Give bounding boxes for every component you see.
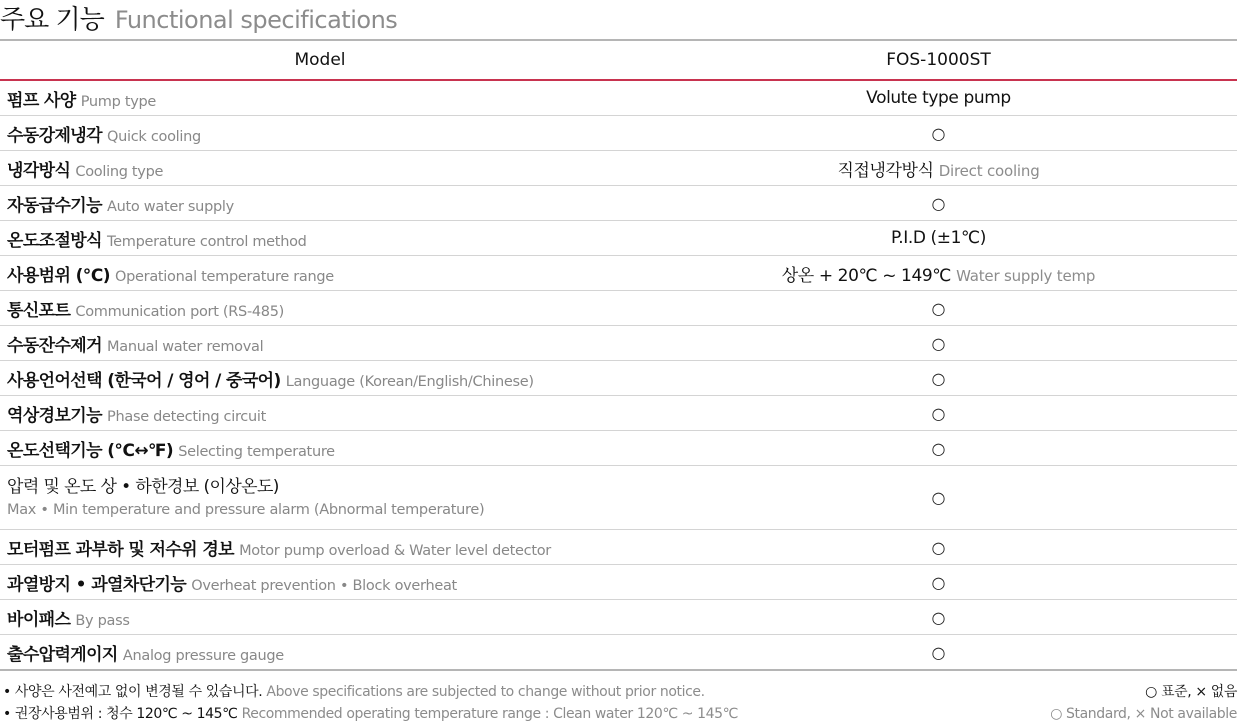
label-korean: 냉각방식 — [7, 160, 71, 181]
label-english: Cooling type — [75, 163, 164, 180]
label-english: Operational temperature range — [115, 268, 334, 285]
title-korean: 주요 기능 — [0, 5, 104, 35]
label-english: By pass — [75, 612, 130, 629]
label-korean: 모터펌프 과부하 및 저수위 경보 — [7, 539, 234, 560]
row-value — [640, 530, 1237, 565]
label-english: Auto water supply — [107, 198, 234, 215]
label-korean: 사용범위 (℃) — [7, 265, 110, 286]
table-row — [0, 530, 1237, 565]
label-korean: 출수압력게이지 — [7, 644, 118, 665]
standard-mark: ○ — [931, 298, 946, 318]
row-value — [640, 291, 1237, 326]
table-row — [0, 565, 1237, 600]
label-korean: 압력 및 온도 상 • 하한경보 (이상온도) — [7, 476, 279, 497]
label-english: Quick cooling — [107, 128, 201, 145]
row-label — [0, 186, 640, 221]
standard-mark: ○ — [931, 537, 946, 557]
label-korean: 과열방지 • 과열차단기능 — [7, 574, 187, 595]
label-korean: 역상경보기능 — [7, 405, 102, 426]
row-label — [0, 361, 640, 396]
row-value — [640, 326, 1237, 361]
label-korean: 온도선택기능 (℃↔℉) — [7, 440, 174, 461]
footnote-change-notice: • 사양은 사전예고 없이 변경될 수 있습니다. Above specifications are subjected to change without prior notice. — [3, 684, 705, 700]
table-row — [0, 326, 1237, 361]
label-korean: 자동급수기능 — [7, 195, 102, 216]
row-label — [0, 431, 640, 466]
standard-mark: ○ — [931, 193, 946, 213]
label-english: Analog pressure gauge — [122, 647, 284, 664]
standard-mark: ○ — [931, 123, 946, 143]
row-label — [0, 291, 640, 326]
row-label — [0, 565, 640, 600]
row-value — [640, 600, 1237, 635]
label-english: Overheat prevention • Block overheat — [191, 577, 457, 594]
label-korean: 수동강제냉각 — [7, 125, 102, 146]
table-row — [0, 361, 1237, 396]
table-row — [0, 291, 1237, 326]
label-english: Communication port (RS-485) — [75, 303, 285, 320]
row-value — [640, 431, 1237, 466]
row-value — [640, 116, 1237, 151]
title-english: Functional specifications — [114, 6, 398, 34]
row-label — [0, 256, 640, 291]
row-value — [640, 635, 1237, 671]
table-row — [0, 151, 1237, 186]
footnote-recommended-range: • 권장사용범위 : 청수 120℃ ~ 145℃ Recommended operating temperature range : Clean water 120℃ ~ 145℃ — [3, 706, 738, 722]
row-label — [0, 635, 640, 671]
row-value — [640, 80, 1237, 116]
row-label — [0, 326, 640, 361]
legend-english: ○ Standard, × Not available — [1050, 706, 1237, 722]
table-row — [0, 221, 1237, 256]
table-row — [0, 600, 1237, 635]
label-korean: 펌프 사양 — [7, 90, 76, 111]
table-row — [0, 431, 1237, 466]
label-korean: 바이패스 — [7, 609, 71, 630]
table-row — [0, 396, 1237, 431]
label-english: Pump type — [80, 93, 157, 110]
table-row — [0, 80, 1237, 116]
row-value — [640, 256, 1237, 291]
row-label — [0, 600, 640, 635]
row-value — [640, 361, 1237, 396]
table-row — [0, 186, 1237, 221]
row-value — [640, 396, 1237, 431]
label-english: Max • Min temperature and pressure alarm (Abnormal temperature) — [7, 501, 485, 518]
row-label — [0, 80, 640, 116]
label-english: Phase detecting circuit — [107, 408, 266, 425]
value-korean: 상온 + 20℃ ~ 149℃ — [781, 265, 951, 286]
model-header-value: FOS-1000ST — [640, 41, 1237, 80]
row-value — [640, 221, 1237, 256]
row-value — [640, 151, 1237, 186]
value-english: Direct cooling — [938, 161, 1040, 180]
footnote-list — [3, 681, 738, 725]
row-label — [0, 396, 640, 431]
standard-mark: ○ — [931, 642, 946, 662]
model-header-label: Model — [0, 41, 640, 80]
table-row — [0, 256, 1237, 291]
label-english: Selecting temperature — [178, 443, 335, 460]
table-header-row — [0, 41, 1237, 80]
specifications-table — [0, 41, 1237, 671]
row-value — [640, 565, 1237, 600]
value-english: Water supply temp — [956, 266, 1096, 285]
table-row — [0, 116, 1237, 151]
standard-mark: ○ — [931, 572, 946, 592]
legend — [1050, 681, 1237, 725]
label-korean: 온도조절방식 — [7, 230, 102, 251]
row-label — [0, 530, 640, 565]
standard-mark: ○ — [931, 488, 946, 507]
row-value — [640, 466, 1237, 530]
label-english: Language (Korean/English/Chinese) — [285, 373, 534, 390]
standard-mark: ○ — [931, 607, 946, 627]
label-english: Manual water removal — [107, 338, 264, 355]
standard-mark: ○ — [931, 368, 946, 388]
table-row — [0, 466, 1237, 530]
standard-mark: ○ — [931, 333, 946, 353]
row-label — [0, 151, 640, 186]
table-row — [0, 635, 1237, 671]
row-label — [0, 466, 640, 530]
page-title — [0, 2, 397, 38]
standard-mark: ○ — [931, 403, 946, 423]
row-value — [640, 186, 1237, 221]
row-label — [0, 221, 640, 256]
value-text: P.I.D (±1℃) — [891, 228, 986, 248]
label-english: Temperature control method — [107, 233, 307, 250]
label-english: Motor pump overload & Water level detector — [239, 542, 551, 559]
label-korean: 통신포트 — [7, 300, 71, 321]
standard-mark: ○ — [931, 438, 946, 458]
value-text: Volute type pump — [866, 88, 1011, 108]
footnotes — [0, 681, 1237, 727]
value-korean: 직접냉각방식 — [837, 160, 934, 181]
row-label — [0, 116, 640, 151]
legend-korean: ○ 표준, × 없음 — [1145, 684, 1237, 700]
label-korean: 수동잔수제거 — [7, 335, 102, 356]
label-korean: 사용언어선택 (한국어 / 영어 / 중국어) — [7, 370, 281, 391]
